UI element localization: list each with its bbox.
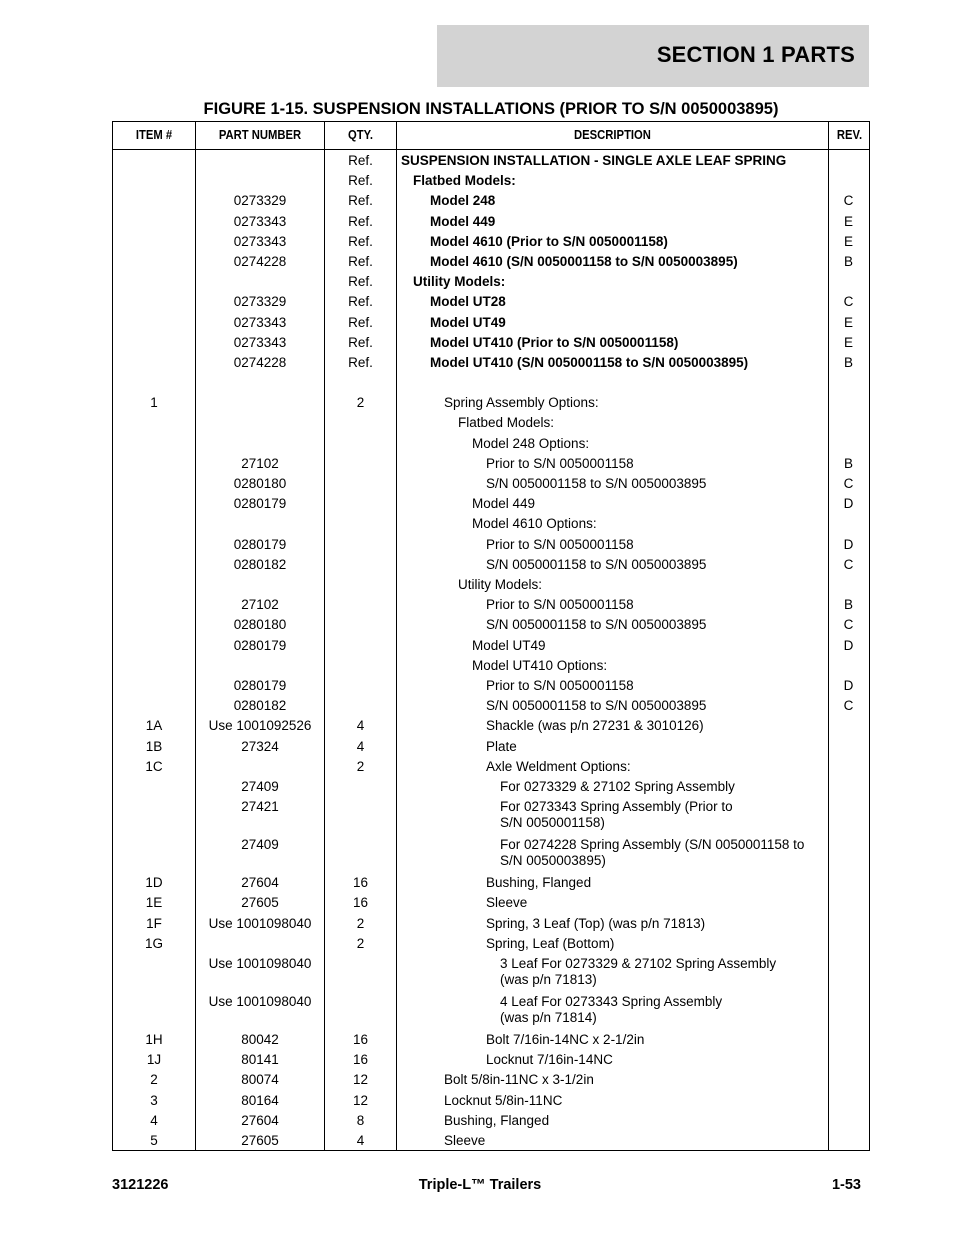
description-cell (401, 315, 827, 331)
part-number-cell: Use 1001098040 (208, 915, 312, 931)
description-cell (401, 617, 827, 633)
header-rev: REV. (836, 128, 863, 142)
part-number-cell: 27604 (241, 875, 279, 891)
description-text: Flatbed Models: (458, 415, 555, 431)
table-row (113, 554, 869, 574)
description-cell (401, 476, 827, 492)
item-number-cell: 1 (150, 395, 158, 411)
rev-cell: E (843, 314, 853, 330)
description-text: Utility Models: (458, 577, 543, 592)
description-text: Bolt 5/8in-11NC x 3-1/2in (444, 1072, 594, 1088)
description-text: Model UT49 (430, 314, 506, 330)
qty-cell: 16 (352, 1032, 369, 1047)
description-cell (401, 799, 827, 831)
item-number-cell: 3 (150, 1092, 158, 1108)
part-number-cell: 0280179 (233, 496, 287, 512)
part-number-cell: 0280180 (233, 617, 287, 633)
part-number-cell: 0280179 (233, 536, 287, 552)
rev-cell: D (843, 536, 854, 552)
description-cell (401, 537, 827, 553)
description-cell (401, 837, 827, 869)
description-cell (401, 658, 827, 674)
rev-cell: C (843, 294, 854, 310)
description-text: Spring Assembly Options: (444, 395, 599, 411)
qty-cell: 4 (356, 1133, 365, 1148)
table-row (113, 473, 869, 493)
description-text: For 0273343 Spring Assembly (Prior to (500, 799, 733, 815)
description-cell (401, 1072, 827, 1088)
part-number-cell: Use 1001098040 (208, 994, 312, 1009)
table-row (113, 170, 869, 190)
part-number-cell: Use 1001092526 (208, 718, 312, 734)
table-row (113, 834, 869, 872)
description-text: Spring, Leaf (Bottom) (486, 935, 615, 951)
rev-cell: D (843, 496, 854, 512)
rev-cell: B (843, 254, 853, 269)
qty-cell: Ref. (348, 173, 373, 189)
description-cell (401, 516, 827, 532)
description-cell (401, 759, 827, 775)
item-number-cell: 1G (144, 935, 163, 951)
part-number-cell: 0273329 (233, 193, 287, 209)
description-text: SUSPENSION INSTALLATION - SINGLE AXLE LEAF SPRING (401, 153, 787, 168)
description-text: Model 4610 (Prior to S/N 0050001158) (430, 233, 668, 249)
description-cell (401, 496, 827, 512)
rev-cell: B (843, 355, 853, 370)
description-text: S/N 0050001158 to S/N 0050003895 (486, 476, 707, 491)
table-row (113, 1069, 869, 1089)
description-cell (401, 895, 827, 911)
part-number-cell: 0280179 (233, 637, 287, 653)
part-number-cell: 27421 (241, 799, 279, 815)
table-row (113, 493, 869, 513)
description-cell (401, 1093, 827, 1109)
table-row (113, 190, 869, 210)
header-item: ITEM # (135, 128, 173, 142)
description-text: 3 Leaf For 0273329 & 27102 Spring Assembly (500, 956, 777, 971)
item-number-cell: 4 (150, 1112, 158, 1128)
qty-cell: 2 (356, 758, 365, 774)
table-row (113, 675, 869, 695)
table-row (113, 312, 869, 332)
header-description: DESCRIPTION (574, 128, 651, 142)
qty-cell: 4 (356, 718, 365, 734)
description-cell (401, 335, 827, 351)
qty-cell: Ref. (348, 355, 373, 370)
rev-cell: D (843, 678, 854, 693)
qty-cell: Ref. (348, 274, 373, 290)
description-cell (401, 718, 827, 734)
parts-table (112, 121, 870, 1151)
description-text: Bushing, Flanged (444, 1112, 550, 1128)
part-number-cell: 80042 (241, 1032, 279, 1047)
description-text: Model 4610 Options: (472, 516, 597, 532)
table-row (113, 796, 869, 834)
figure-title: FIGURE 1-15. SUSPENSION INSTALLATIONS (PRIOR TO S/N 0050003895) (203, 100, 779, 118)
item-number-cell: 1C (145, 758, 163, 774)
description-text: Prior to S/N 0050001158 (486, 455, 634, 471)
description-cell (401, 214, 827, 230)
table-row (113, 453, 869, 473)
footer-page-number: 1-53 (831, 1177, 861, 1193)
item-number-cell: 2 (150, 1072, 158, 1088)
description-text: Axle Weldment Options: (486, 758, 631, 774)
description-cell (401, 1052, 827, 1068)
description-text: S/N 0050001158 to S/N 0050003895 (486, 617, 707, 633)
rev-cell: C (843, 193, 854, 209)
description-cell (401, 1113, 827, 1129)
qty-cell: 8 (356, 1112, 365, 1128)
description-cell (401, 274, 827, 290)
description-text: Locknut 5/8in-11NC (444, 1092, 563, 1108)
table-row (113, 953, 869, 991)
description-cell (401, 234, 827, 250)
description-text: Model UT49 (472, 637, 546, 653)
description-cell (401, 415, 827, 431)
part-number-cell: 0280180 (233, 476, 287, 491)
description-text: Prior to S/N 0050001158 (486, 536, 634, 552)
description-text: Prior to S/N 0050001158 (486, 678, 634, 693)
description-cell (401, 916, 827, 932)
rev-cell: B (843, 455, 853, 471)
part-number-cell: 80141 (241, 1052, 279, 1068)
description-text: Plate (486, 738, 517, 754)
qty-cell: 16 (352, 1052, 369, 1068)
description-cell (401, 254, 827, 270)
description-text: Utility Models: (413, 274, 506, 290)
table-row (113, 655, 869, 675)
description-text: Flatbed Models: (413, 173, 516, 189)
qty-cell: 4 (356, 738, 365, 754)
item-number-cell: 1D (145, 875, 163, 891)
description-text: Model UT410 (S/N 0050001158 to S/N 0050003895) (430, 355, 749, 370)
description-text: S/N 0050001158 to S/N 0050003895 (486, 698, 707, 714)
description-cell (401, 994, 827, 1026)
description-cell (401, 698, 827, 714)
description-cell (401, 436, 827, 452)
description-cell (401, 294, 827, 310)
table-row (113, 433, 869, 453)
qty-cell: Ref. (348, 334, 373, 350)
part-number-cell: 0280179 (233, 678, 287, 693)
table-row (113, 695, 869, 715)
section-header-banner (437, 25, 869, 87)
table-row (113, 291, 869, 311)
description-cell (401, 936, 827, 952)
section-title: SECTION 1 PARTS (656, 42, 855, 67)
part-number-cell: 27409 (241, 779, 279, 794)
table-row (113, 736, 869, 756)
table-row (113, 892, 869, 912)
rev-cell: E (843, 334, 853, 350)
description-cell (401, 355, 827, 371)
table-row (113, 231, 869, 251)
description-cell (401, 678, 827, 694)
item-number-cell: 1B (145, 738, 163, 754)
description-text-continued: S/N 0050001158) (500, 815, 605, 831)
description-cell (401, 1032, 827, 1048)
qty-cell: Ref. (348, 254, 373, 269)
part-number-cell: 0274228 (233, 254, 287, 269)
table-row (113, 1110, 869, 1130)
rev-cell: B (843, 597, 853, 613)
table-row (113, 991, 869, 1029)
qty-cell: Ref. (348, 213, 373, 229)
footer-product: Triple-L™ Trailers (418, 1177, 542, 1193)
table-row (113, 352, 869, 372)
header-qty: QTY. (347, 128, 374, 142)
qty-cell: Ref. (348, 233, 373, 249)
table-row (113, 1029, 869, 1049)
description-text: For 0273329 & 27102 Spring Assembly (500, 779, 735, 794)
item-number-cell: 1H (145, 1032, 163, 1047)
table-row (113, 776, 869, 796)
part-number-cell: 27324 (241, 738, 279, 754)
qty-cell: 12 (352, 1072, 369, 1088)
qty-cell: Ref. (348, 294, 373, 310)
description-cell (401, 739, 827, 755)
table-row (113, 635, 869, 655)
table-row (113, 1090, 869, 1110)
part-number-cell: 80164 (241, 1092, 279, 1108)
table-row (113, 913, 869, 933)
rev-cell: C (843, 617, 854, 633)
description-text: Sleeve (486, 895, 528, 911)
table-row (113, 412, 869, 432)
qty-cell: 16 (352, 875, 369, 891)
table-row (113, 756, 869, 776)
part-number-cell: 0274228 (233, 355, 287, 370)
description-cell (401, 638, 827, 654)
table-row (113, 574, 869, 594)
part-number-cell: 0273343 (233, 213, 287, 229)
table-row (113, 1049, 869, 1069)
description-text-continued: (was p/n 71814) (500, 1010, 597, 1025)
part-number-cell: 0280182 (233, 556, 287, 572)
item-number-cell: 1E (145, 895, 163, 911)
qty-cell: Ref. (348, 193, 373, 209)
part-number-cell: 0273329 (233, 294, 287, 310)
description-cell (401, 956, 827, 988)
qty-cell: 12 (352, 1092, 369, 1108)
part-number-cell: 27604 (241, 1112, 279, 1128)
table-row (113, 332, 869, 352)
table-row (113, 211, 869, 231)
description-text: Bushing, Flanged (486, 875, 592, 891)
rev-cell: E (843, 213, 853, 229)
description-cell (401, 395, 827, 411)
description-cell (401, 1133, 827, 1149)
item-number-cell: 1J (146, 1052, 162, 1068)
description-cell (401, 577, 827, 593)
description-text: Locknut 7/16in-14NC (486, 1052, 613, 1068)
description-text: Shackle (was p/n 27231 & 3010126) (486, 718, 704, 734)
description-text: 4 Leaf For 0273343 Spring Assembly (500, 994, 723, 1009)
description-cell (401, 597, 827, 613)
description-text: Sleeve (444, 1133, 486, 1148)
table-row (113, 251, 869, 271)
table-row (113, 715, 869, 735)
table-row (113, 594, 869, 614)
qty-cell: Ref. (348, 314, 373, 330)
description-text: Model 4610 (S/N 0050001158 to S/N 0050003895) (430, 254, 738, 269)
part-number-cell: 0280182 (233, 698, 287, 714)
table-row (113, 392, 869, 412)
part-number-cell: 0273343 (233, 233, 287, 249)
description-text: Prior to S/N 0050001158 (486, 597, 634, 613)
part-number-cell: Use 1001098040 (208, 956, 312, 971)
qty-cell: Ref. (348, 153, 373, 168)
part-number-cell: 27102 (241, 455, 279, 471)
description-text: For 0274228 Spring Assembly (S/N 0050001158 to (500, 837, 805, 853)
description-text-continued: S/N 0050003895) (500, 853, 606, 869)
rev-cell: E (843, 233, 853, 249)
description-text: Model UT410 (Prior to S/N 0050001158) (430, 334, 679, 350)
item-number-cell: 1F (146, 915, 162, 931)
part-number-cell: 0273343 (233, 314, 287, 330)
description-text: S/N 0050001158 to S/N 0050003895 (486, 556, 707, 572)
qty-cell: 16 (352, 895, 369, 911)
table-row (113, 513, 869, 533)
description-text: Model UT28 (430, 294, 506, 310)
footer-doc-number: 3121226 (112, 1177, 169, 1193)
description-text: Spring, 3 Leaf (Top) (was p/n 71813) (486, 915, 706, 931)
table-row (113, 271, 869, 291)
description-cell (401, 193, 827, 209)
table-row (113, 933, 869, 953)
part-number-cell: 27605 (241, 895, 279, 911)
table-row (113, 150, 869, 170)
qty-cell: 2 (356, 915, 365, 931)
description-text: Model 449 (472, 496, 536, 512)
rev-cell: C (843, 556, 854, 572)
description-cell (401, 557, 827, 573)
description-cell (401, 153, 827, 169)
qty-cell: 2 (356, 395, 365, 411)
rev-cell: C (843, 698, 854, 714)
part-number-cell: 0273343 (233, 334, 287, 350)
description-text-continued: (was p/n 71813) (500, 972, 597, 987)
part-number-cell: 27605 (241, 1133, 279, 1148)
item-number-cell: 1A (145, 718, 163, 734)
rev-cell: C (843, 476, 854, 491)
description-text: Model 449 (430, 213, 496, 229)
part-number-cell: 27409 (241, 837, 279, 853)
description-cell (401, 173, 827, 189)
description-cell (401, 779, 827, 795)
header-part-number: PART NUMBER (218, 128, 302, 142)
description-text: Model 248 (430, 193, 496, 209)
table-row (113, 872, 869, 892)
qty-cell: 2 (356, 935, 365, 951)
table-row (113, 614, 869, 634)
description-text: Bolt 7/16in-14NC x 2-1/2in (486, 1032, 645, 1047)
part-number-cell: 27102 (241, 597, 279, 613)
table-row (113, 534, 869, 554)
description-text: Model 248 Options: (472, 435, 590, 451)
part-number-cell: 80074 (241, 1072, 279, 1088)
rev-cell: D (843, 637, 854, 653)
description-text: Model UT410 Options: (472, 657, 608, 673)
item-number-cell: 5 (150, 1133, 158, 1148)
description-cell (401, 456, 827, 472)
description-cell (401, 875, 827, 891)
table-row (113, 1130, 869, 1150)
